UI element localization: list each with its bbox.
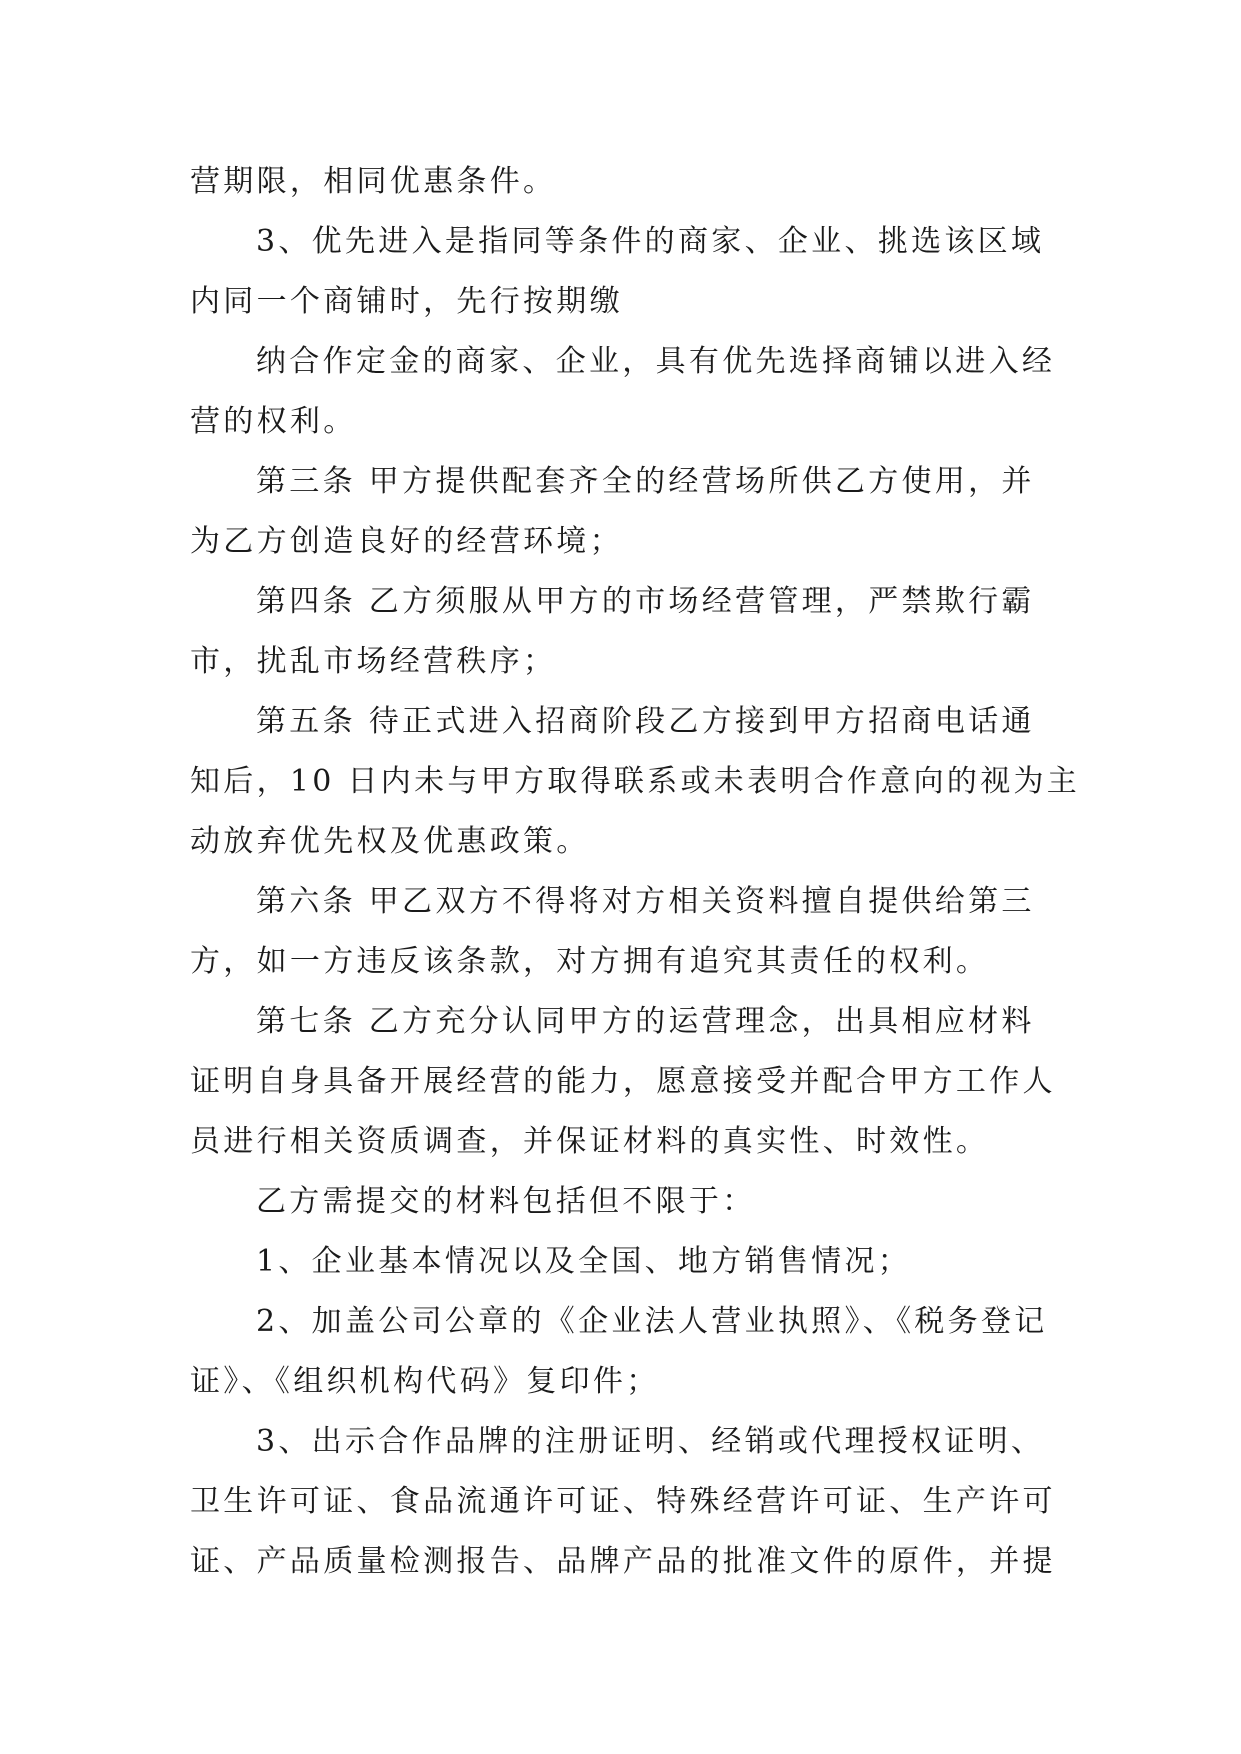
- text-line-9: 市，扰乱市场经营秩序；: [190, 644, 557, 679]
- text-line-7: 为乙方创造良好的经营环境；: [190, 524, 623, 559]
- text-line-12: 动放弃优先权及优惠政策。: [190, 824, 590, 859]
- text-line-22: 3、出示合作品牌的注册证明、经销或代理授权证明、: [256, 1424, 1045, 1459]
- text-line-23: 卫生许可证、食品流通许可证、特殊经营许可证、生产许可: [190, 1484, 1056, 1519]
- text-line-20: 2、加盖公司公章的《企业法人营业执照》、《税务登记: [256, 1304, 1048, 1339]
- text-line-5: 营的权利。: [190, 404, 357, 439]
- text-line-24: 证、产品质量检测报告、品牌产品的批准文件的原件，并提: [190, 1544, 1056, 1579]
- text-line-18: 乙方需提交的材料包括但不限于：: [256, 1184, 756, 1219]
- text-line-11: 知后，10 日内未与甲方取得联系或未表明合作意向的视为主: [190, 764, 1081, 799]
- text-line-1: 营期限，相同优惠条件。: [190, 164, 557, 199]
- text-line-10: 第五条 待正式进入招商阶段乙方接到甲方招商电话通: [256, 704, 1035, 739]
- text-line-6: 第三条 甲方提供配套齐全的经营场所供乙方使用，并: [256, 464, 1035, 499]
- text-line-3: 内同一个商铺时，先行按期缴: [190, 284, 623, 319]
- text-line-13: 第六条 甲乙双方不得将对方相关资料擅自提供给第三: [256, 884, 1035, 919]
- text-line-15: 第七条 乙方充分认同甲方的运营理念，出具相应材料: [256, 1004, 1035, 1039]
- text-line-16: 证明自身具备开展经营的能力，愿意接受并配合甲方工作人: [190, 1064, 1056, 1099]
- text-line-17: 员进行相关资质调查，并保证材料的真实性、时效性。: [190, 1124, 990, 1159]
- text-line-21: 证》、《组织机构代码》复印件；: [190, 1364, 660, 1399]
- text-line-4: 纳合作定金的商家、企业，具有优先选择商铺以进入经: [256, 344, 1056, 379]
- text-line-14: 方，如一方违反该条款，对方拥有追究其责任的权利。: [190, 944, 990, 979]
- text-line-2: 3、优先进入是指同等条件的商家、企业、挑选该区域: [256, 224, 1045, 259]
- text-line-19: 1、企业基本情况以及全国、地方销售情况；: [256, 1244, 912, 1279]
- text-line-8: 第四条 乙方须服从甲方的市场经营管理，严禁欺行霸: [256, 584, 1035, 619]
